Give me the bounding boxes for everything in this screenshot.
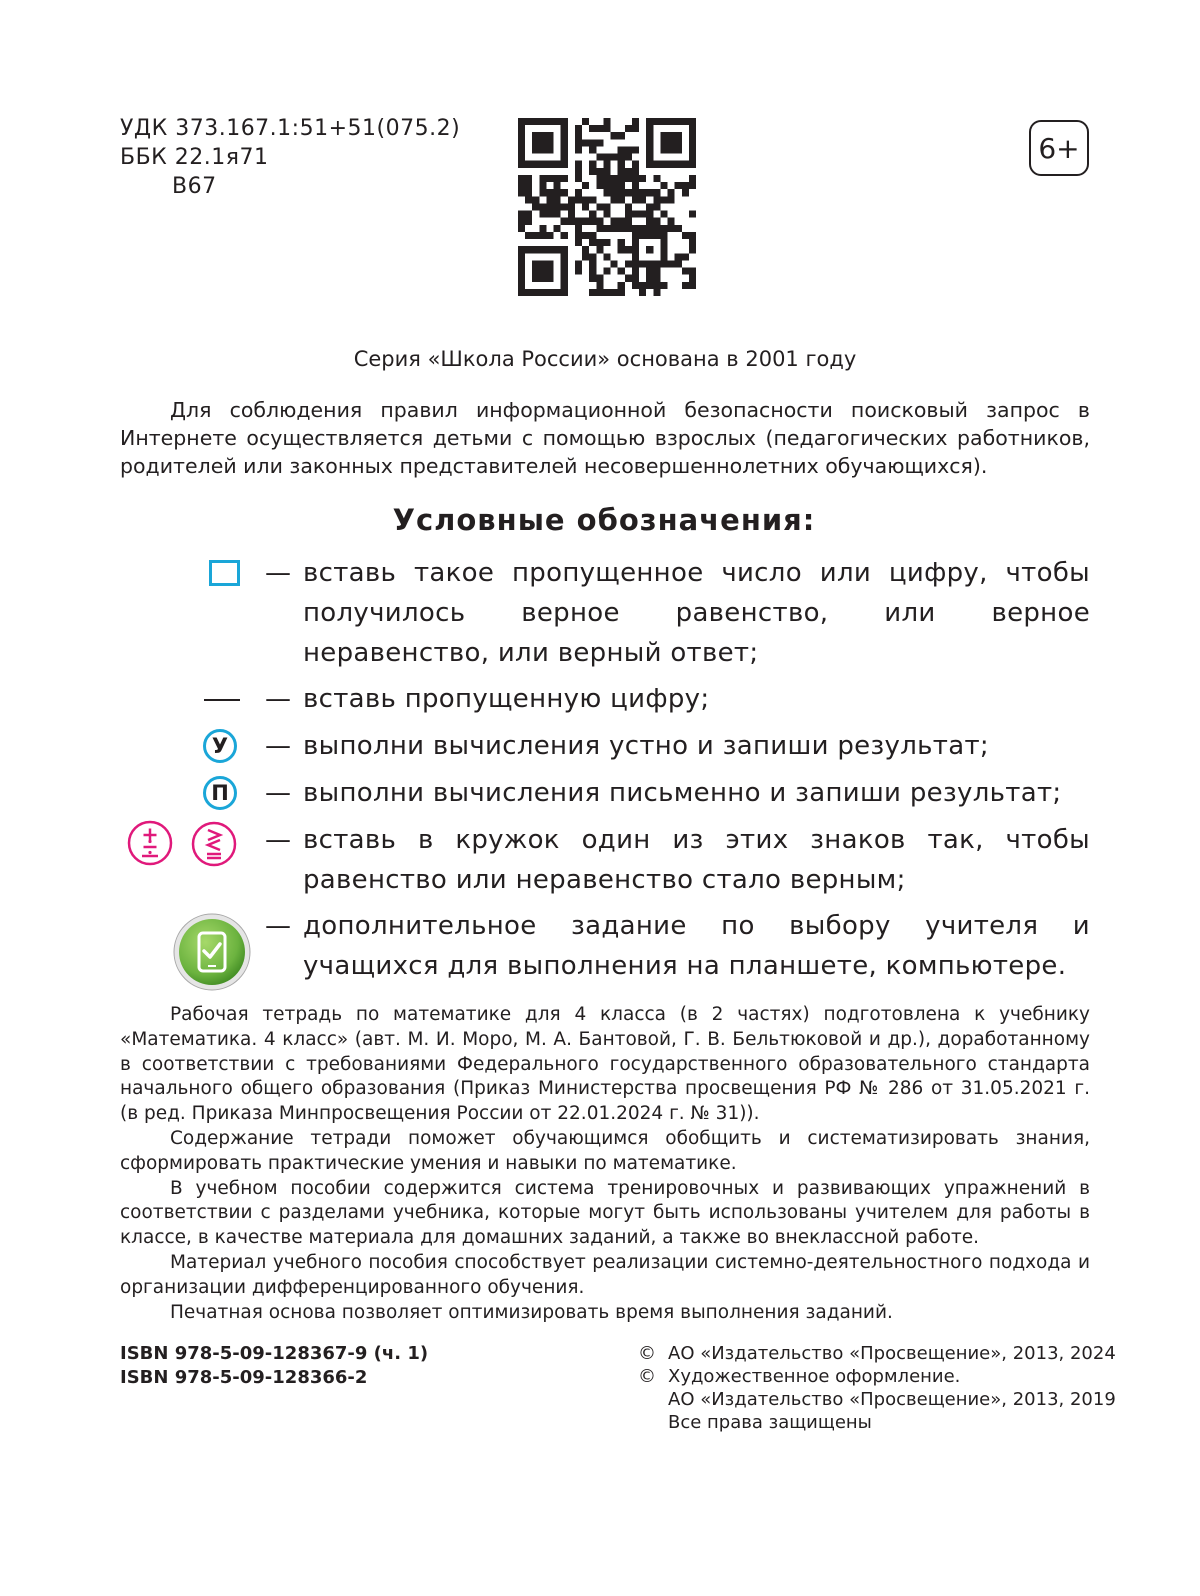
bbk-code: ББК 22.1я71 xyxy=(120,145,269,170)
legend-dash: — xyxy=(265,558,291,588)
copyright-block xyxy=(638,1342,1116,1434)
plus-minus-circle-icon xyxy=(127,820,173,866)
isbn-block xyxy=(120,1342,428,1390)
safety-notice-text: Для соблюдения правил информационной безопасности поисковый запрос в Интернете осуществляется детьми с помощью взрослых (педагогических работников, родителей или законных представителей несовершеннолетних обучающихся). xyxy=(120,398,1090,478)
legend-title: Условные обозначения: xyxy=(392,503,816,537)
blank-line-icon xyxy=(204,699,240,701)
age-rating-badge: 6+ xyxy=(1029,120,1089,176)
legend-text: вставь такое пропущенное число или цифру, чтобы получилось верное равенство, или верное неравенство, или верный ответ; xyxy=(303,558,1090,668)
description-paragraph: Материал учебного пособия способствует реализации системно-деятельностного подхода и организации дифференцированного обучения. xyxy=(120,1251,1090,1298)
legend-text: выполни вычисления устно и запиши результат; xyxy=(303,731,989,761)
udk-code: УДК 373.167.1:51+51(075.2) xyxy=(120,116,461,141)
description-paragraph: Рабочая тетрадь по математике для 4 класса (в 2 частях) подготовлена к учебнику «Математика. 4 класс» (авт. М. И. Моро, М. А. Бантовой, Г. В. Бельтюковой и др.), доработанному в соответствии с требованиями Федерального государственного образовательного стандарта начального общего образования (Приказ Министерства просвещения РФ № 286 от 31.05.2021 г. (в ред. Приказа Минпросвещения России от 22.01.2024 г. № 31)). xyxy=(120,1004,1090,1125)
workbook-description xyxy=(120,1003,1090,1325)
isbn-part1: ISBN 978-5-09-128367-9 (ч. 1) xyxy=(120,1343,429,1364)
compare-signs-circle-icon xyxy=(191,821,237,867)
legend-dash: — xyxy=(265,825,291,855)
legend-text: дополнительное задание по выбору учителя и учащихся для выполнения на планшете, компьютере. xyxy=(303,911,1090,981)
legend-item-oral xyxy=(120,726,1090,766)
catalog-codes xyxy=(120,114,460,201)
author-mark: В67 xyxy=(172,174,217,199)
copyright-line: АО «Издательство «Просвещение», 2013, 2019 xyxy=(668,1389,1116,1410)
legend-dash: — xyxy=(265,684,291,714)
legend-text: вставь пропущенную цифру; xyxy=(303,684,710,714)
copyright-symbol: © xyxy=(638,1343,656,1364)
tablet-check-icon xyxy=(173,913,251,991)
legend-dash: — xyxy=(265,778,291,808)
legend-text: вставь в кружок один из этих знаков так, чтобы равенство или неравенство стало верным; xyxy=(303,825,1090,895)
copyright-line: АО «Издательство «Просвещение», 2013, 2024 xyxy=(668,1343,1116,1364)
series-line: Серия «Школа России» основана в 2001 году xyxy=(353,347,857,371)
circle-u-icon: У xyxy=(203,729,237,763)
circle-p-icon: П xyxy=(203,776,237,810)
qr-code-icon[interactable] xyxy=(518,118,696,296)
legend-item-signs xyxy=(120,820,1090,900)
legend-dash: — xyxy=(265,731,291,761)
legend-text: выполни вычисления письменно и запиши результат; xyxy=(303,778,1062,808)
copyright-symbol: © xyxy=(638,1366,656,1387)
safety-notice xyxy=(120,396,1090,480)
description-paragraph: Содержание тетради поможет обучающимся обобщить и систематизировать знания, сформировать практические умения и навыки по математике. xyxy=(120,1127,1090,1174)
legend-item-line xyxy=(120,679,1090,719)
legend-item-box xyxy=(120,553,1090,673)
empty-box-icon xyxy=(209,560,240,586)
legend-dash: — xyxy=(265,911,291,941)
legend-item-tablet xyxy=(120,906,1090,986)
legend-item-written xyxy=(120,773,1090,813)
isbn-set: ISBN 978-5-09-128366-2 xyxy=(120,1367,368,1388)
description-paragraph: Печатная основа позволяет оптимизировать время выполнения заданий. xyxy=(170,1301,893,1323)
copyright-line: Все права защищены xyxy=(668,1412,872,1433)
copyright-line: Художественное оформление. xyxy=(668,1366,961,1387)
description-paragraph: В учебном пособии содержится система тренировочных и развивающих упражнений в соответствии с разделами учебника, которые могут быть использованы учителем для работы в классе, в качестве материала для домашних заданий, а также во внеклассной работе. xyxy=(120,1177,1090,1249)
